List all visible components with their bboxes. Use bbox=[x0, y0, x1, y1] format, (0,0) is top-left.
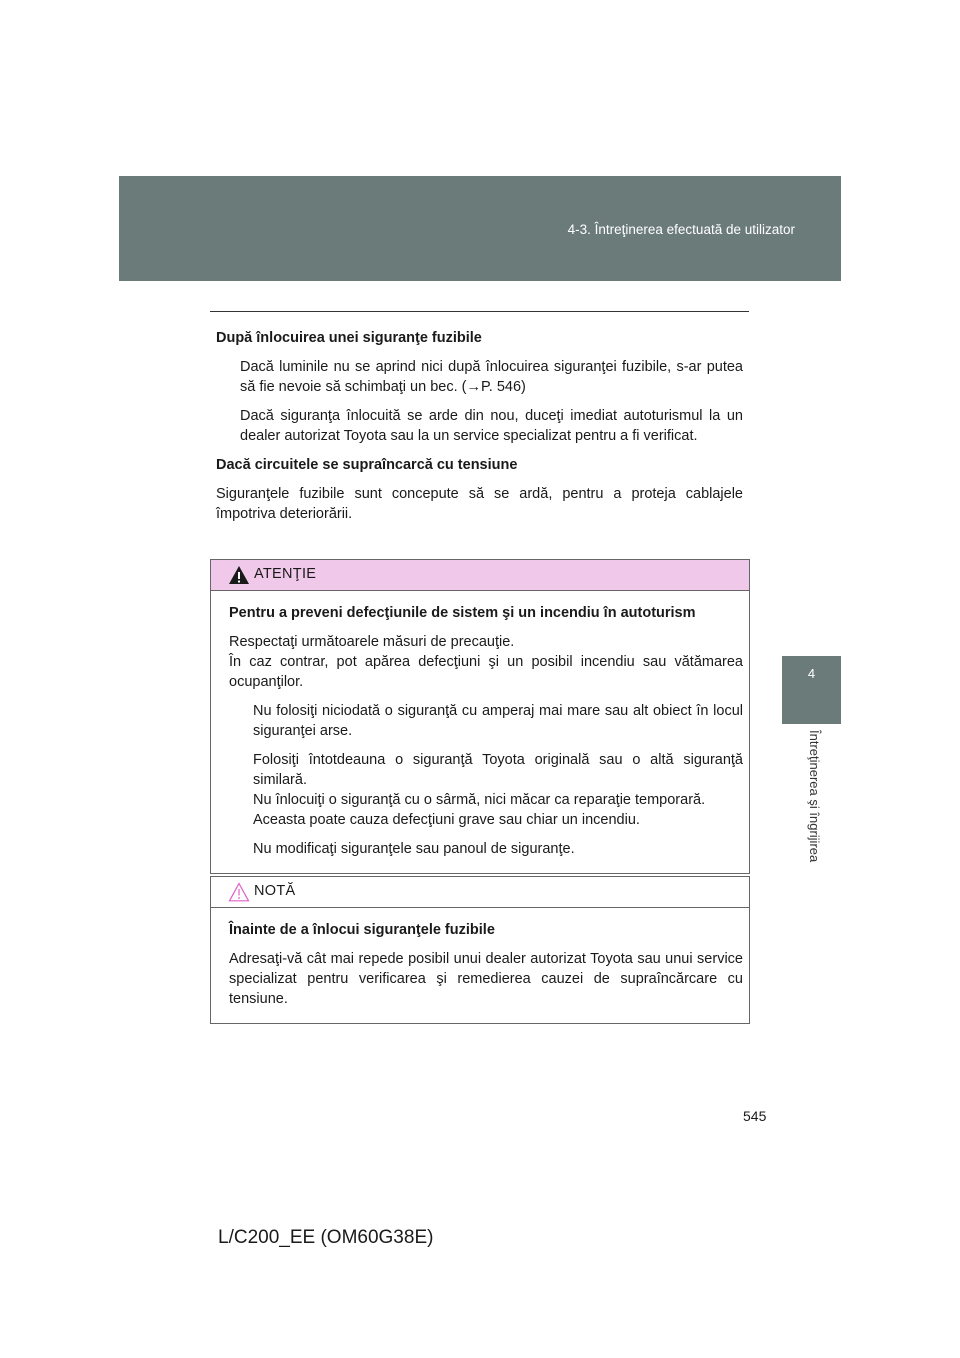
chapter-number: 4 bbox=[807, 666, 816, 681]
notice-paragraph: Adresaţi-vă cât mai repede posibil unui dealer autorizat Toyota sau unui service specializat pentru verificarea şi remedierea cauzei de supraîncărcare cu tensiune. bbox=[229, 951, 743, 1007]
caution-item-1: Nu folosiţi niciodată o siguranţă cu amperaj mai mare sau alt obiect în locul siguranţei arse. bbox=[253, 703, 743, 739]
caution-item-2-line-3: Aceasta poate cauza defecţiuni grave sau chiar un incendiu. bbox=[253, 812, 640, 828]
caution-heading: Pentru a preveni defecţiunile de sistem şi un incendiu în autoturism bbox=[229, 605, 696, 621]
notice-triangle-icon bbox=[228, 882, 250, 902]
main-content bbox=[216, 328, 743, 524]
caution-item-3: Nu modificaţi siguranţele sau panoul de siguranţe. bbox=[253, 841, 575, 857]
notice-body bbox=[211, 908, 749, 1023]
caution-intro-line-1: Respectaţi următoarele măsuri de precauţie. bbox=[229, 634, 515, 650]
caution-box bbox=[210, 559, 750, 874]
model-code: L/C200_EE (OM60G38E) bbox=[218, 1227, 434, 1248]
section-rule bbox=[210, 311, 749, 312]
after-replacing-paragraph-2: Dacă siguranţa înlocuită se arde din nou, duceţi imediat autoturismul la un dealer autorizat Toyota sau la un service specializat pentru a fi verificat. bbox=[240, 408, 743, 444]
chapter-tab bbox=[782, 656, 841, 724]
page-number: 545 bbox=[743, 1108, 767, 1124]
overload-heading: Dacă circuitele se supraîncarcă cu tensiune bbox=[216, 457, 518, 473]
header-band bbox=[119, 176, 841, 281]
caution-intro-line-2: În caz contrar, pot apărea defecţiuni şi un posibil incendiu sau vătămarea ocupanţilor. bbox=[229, 654, 743, 690]
caution-item-2-line-1: Folosiţi întotdeauna o siguranţă Toyota originală sau o altă siguranţă similară. bbox=[253, 752, 743, 788]
overload-paragraph: Siguranţele fuzibile sunt concepute să se ardă, pentru a proteja cablajele împotriva deteriorării. bbox=[216, 486, 743, 522]
section-title: 4-3. Întreţinerea efectuată de utilizator bbox=[567, 222, 795, 237]
chapter-title: Întreţinerea şi îngrijirea bbox=[807, 730, 822, 863]
caution-label: ATENŢIE bbox=[254, 566, 317, 582]
caution-item-2-line-2: Nu înlocuiţi o siguranţă cu o sârmă, nici măcar ca reparaţie temporară. bbox=[253, 792, 706, 808]
notice-box bbox=[210, 876, 750, 1024]
notice-label: NOTĂ bbox=[254, 883, 296, 899]
caution-body bbox=[211, 591, 749, 873]
notice-header bbox=[211, 877, 749, 908]
caution-header bbox=[211, 560, 749, 591]
after-replacing-paragraph-1: Dacă luminile nu se aprind nici după înlocuirea siguranţei fuzibile, s-ar putea să fie nevoie să schimbaţi un bec. (→P. 546) bbox=[240, 359, 743, 395]
warning-triangle-icon bbox=[228, 565, 250, 585]
after-replacing-heading: După înlocuirea unei siguranţe fuzibile bbox=[216, 330, 482, 346]
notice-heading: Înainte de a înlocui siguranţele fuzibile bbox=[229, 922, 495, 938]
